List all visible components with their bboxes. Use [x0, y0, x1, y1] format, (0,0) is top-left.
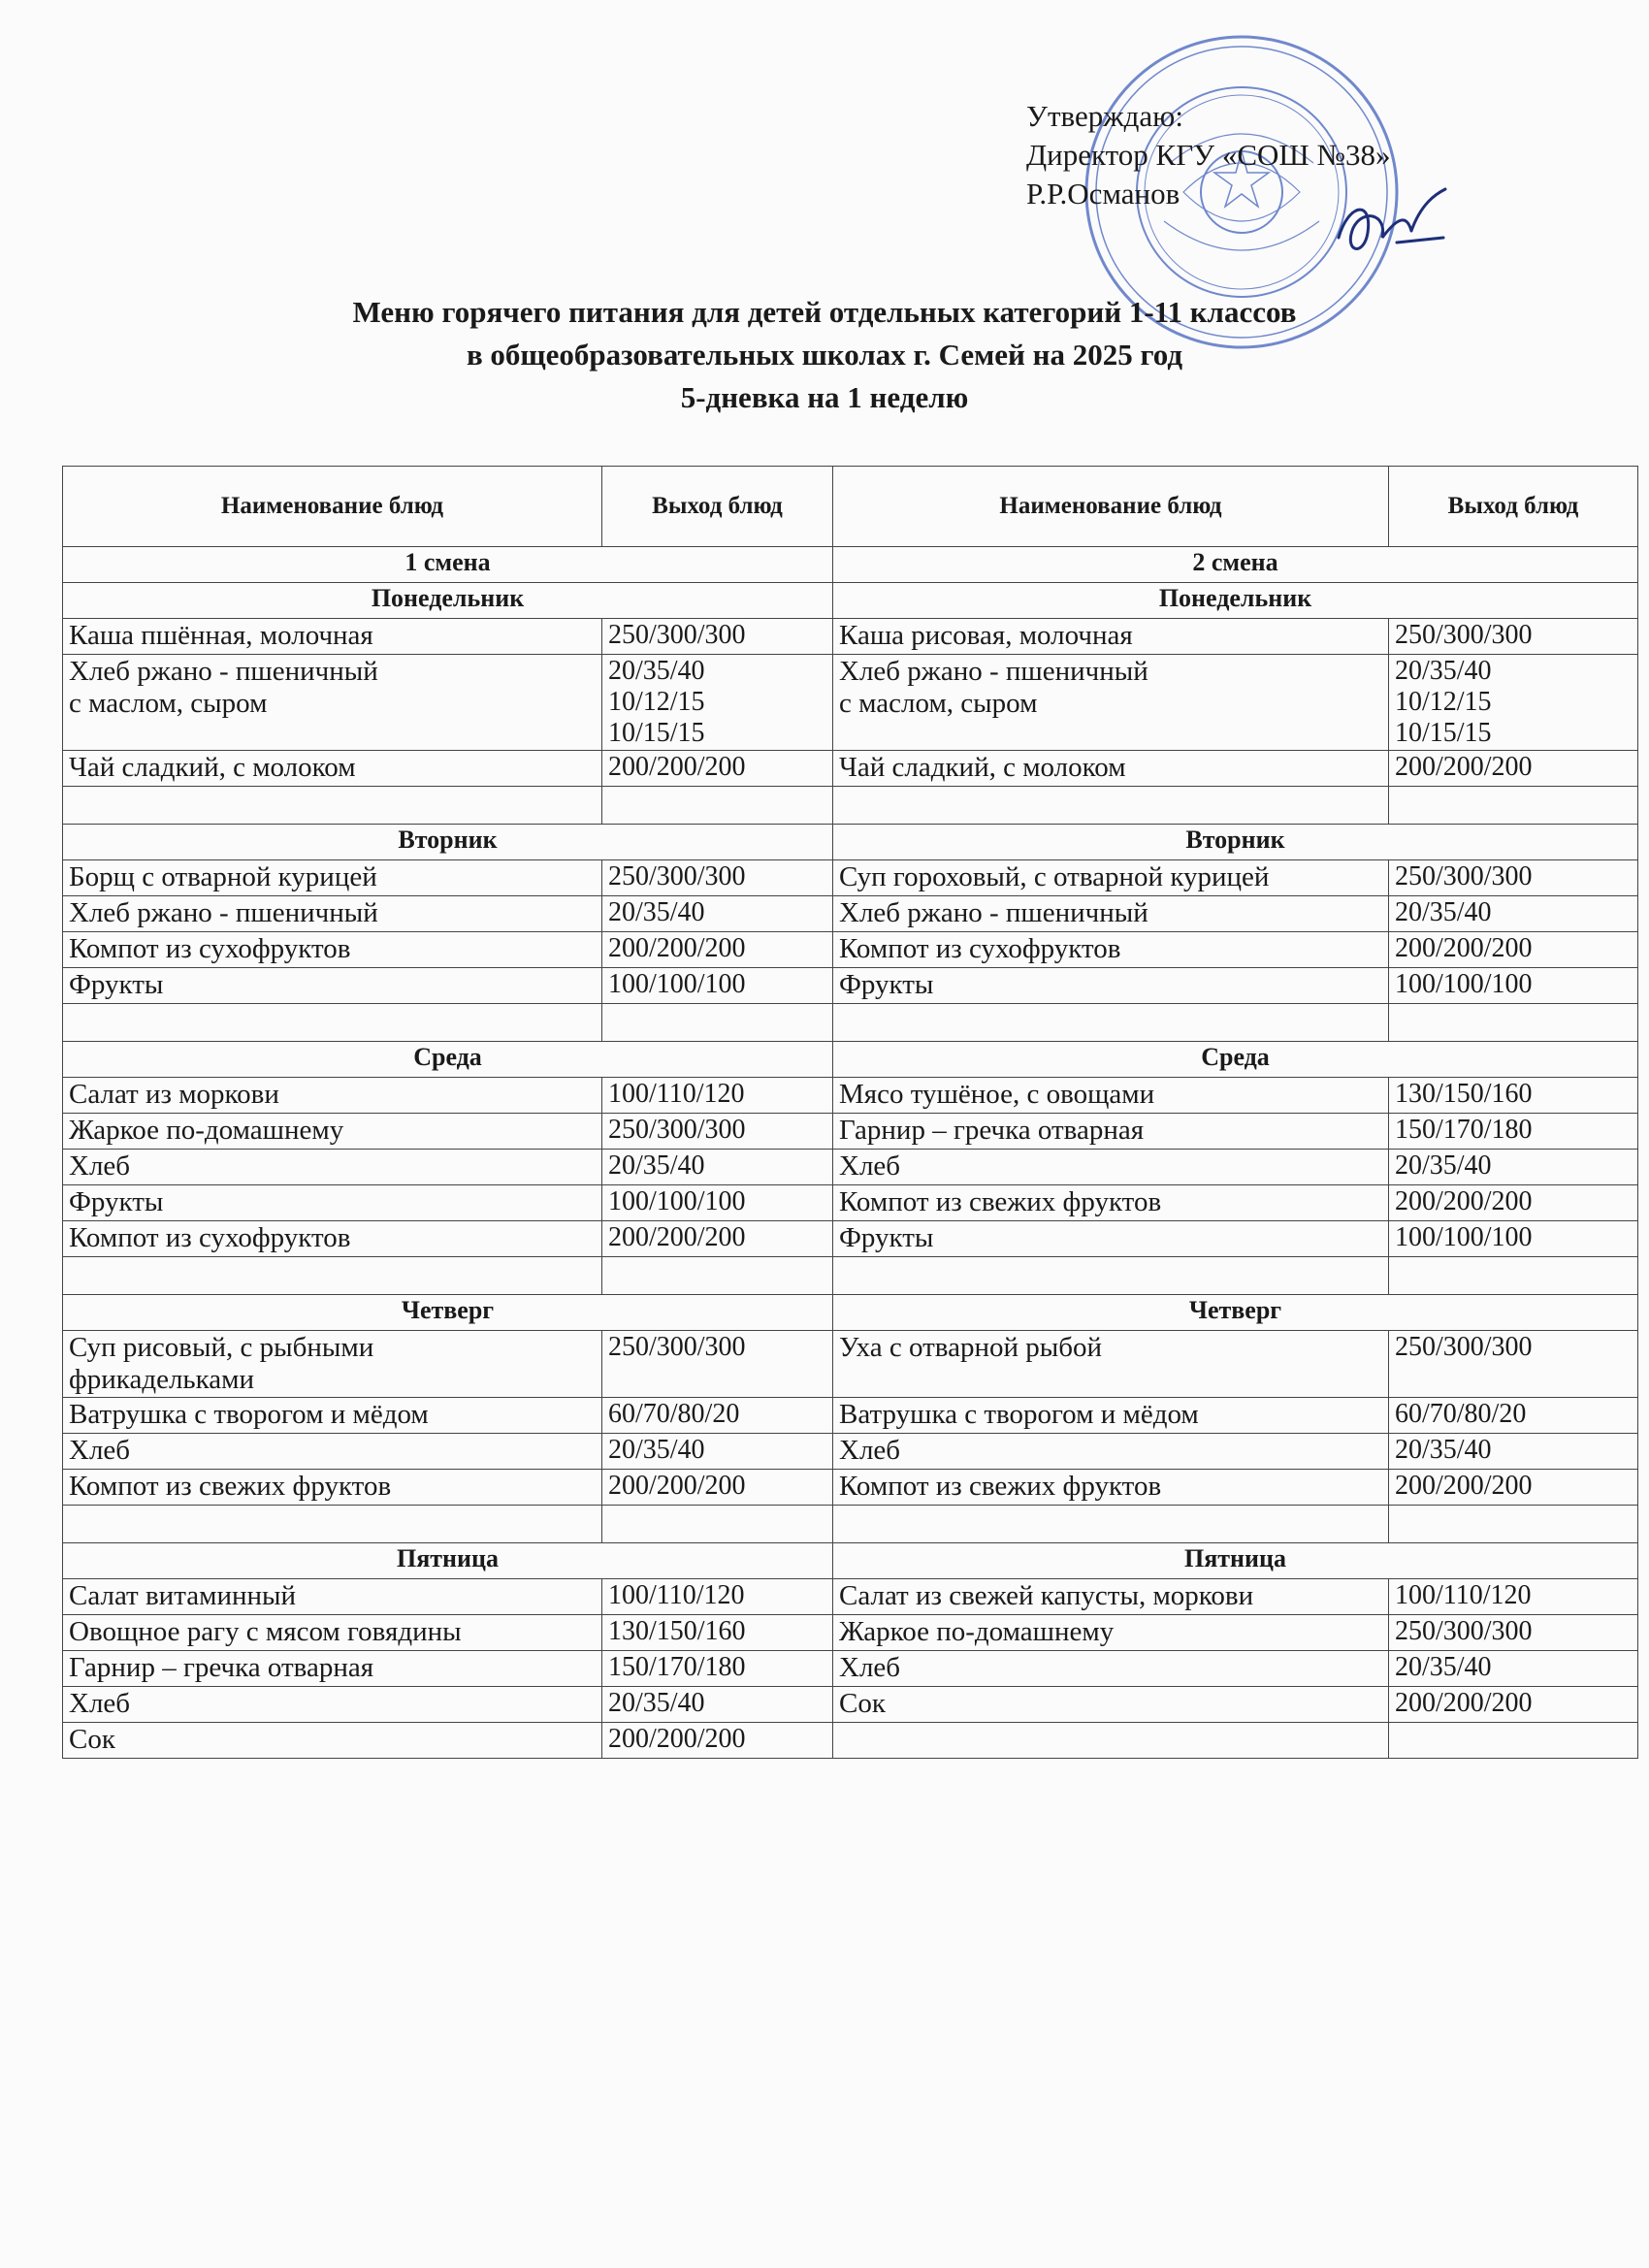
- dish-output-shift-2: 60/70/80/20: [1389, 1398, 1638, 1434]
- empty-cell: [833, 1004, 1389, 1042]
- day-name-shift-1: Пятница: [63, 1543, 833, 1579]
- dish-name-shift-1: Фрукты: [63, 1185, 602, 1221]
- table-row: [63, 968, 1638, 1004]
- dish-name-shift-1: Гарнир – гречка отварная: [63, 1651, 602, 1687]
- empty-cell: [1389, 1506, 1638, 1543]
- dish-output-shift-1: 250/300/300: [602, 860, 833, 896]
- table-row: [63, 655, 1638, 751]
- table-row: [63, 1687, 1638, 1723]
- dish-output-shift-2: 20/35/40: [1389, 1434, 1638, 1470]
- approval-director: Директор КГУ «СОШ №38»: [1026, 138, 1391, 172]
- dish-output-shift-1: 250/300/300: [602, 1331, 833, 1398]
- table-row: [63, 619, 1638, 655]
- day-row: [63, 1543, 1638, 1579]
- header-dish-1: Наименование блюд: [63, 467, 602, 547]
- dish-name-shift-2: Фрукты: [833, 1221, 1389, 1257]
- menu-table: [62, 466, 1638, 1759]
- table-row: [63, 896, 1638, 932]
- dish-name-shift-2: Компот из свежих фруктов: [833, 1185, 1389, 1221]
- day-row: [63, 825, 1638, 860]
- dish-name-shift-2: Фрукты: [833, 968, 1389, 1004]
- dish-name-shift-2: Компот из свежих фруктов: [833, 1470, 1389, 1506]
- dish-name-shift-1: Суп рисовый, с рыбными фрикадельками: [63, 1331, 602, 1398]
- dish-output-shift-2: 250/300/300: [1389, 860, 1638, 896]
- dish-output-shift-2: 20/35/40: [1389, 1651, 1638, 1687]
- dish-name-shift-1: Хлеб ржано - пшеничный с маслом, сыром: [63, 655, 602, 751]
- dish-output-shift-1: 200/200/200: [602, 751, 833, 787]
- empty-cell: [63, 1004, 602, 1042]
- dish-output-shift-2: [1389, 1723, 1638, 1759]
- day-name-shift-2: Четверг: [833, 1295, 1638, 1331]
- dish-output-shift-2: 100/110/120: [1389, 1579, 1638, 1615]
- dish-output-shift-1: 250/300/300: [602, 619, 833, 655]
- dish-output-shift-2: 100/100/100: [1389, 1221, 1638, 1257]
- empty-cell: [833, 1506, 1389, 1543]
- day-name-shift-2: Вторник: [833, 825, 1638, 860]
- dish-name-shift-2: Ватрушка с творогом и мёдом: [833, 1398, 1389, 1434]
- dish-name-shift-1: Хлеб ржано - пшеничный: [63, 896, 602, 932]
- approval-line: Утверждаю:: [1026, 99, 1183, 133]
- dish-name-shift-1: Фрукты: [63, 968, 602, 1004]
- table-row: [63, 1114, 1638, 1150]
- day-row: [63, 1295, 1638, 1331]
- dish-name-shift-2: Суп гороховый, с отварной курицей: [833, 860, 1389, 896]
- dish-output-shift-1: 250/300/300: [602, 1114, 833, 1150]
- shift-1-label: 1 смена: [63, 547, 833, 583]
- table-header-row: [63, 467, 1638, 547]
- dish-name-shift-1: Борщ с отварной курицей: [63, 860, 602, 896]
- day-row: [63, 583, 1638, 619]
- dish-name-shift-2: Хлеб ржано - пшеничный: [833, 896, 1389, 932]
- table-row: [63, 1398, 1638, 1434]
- dish-output-shift-1: 100/110/120: [602, 1078, 833, 1114]
- dish-output-shift-2: 100/100/100: [1389, 968, 1638, 1004]
- table-row: [63, 1579, 1638, 1615]
- dish-name-shift-1: Хлеб: [63, 1434, 602, 1470]
- empty-cell: [63, 1257, 602, 1295]
- table-row: [63, 1651, 1638, 1687]
- approval-name: Р.Р.Османов: [1026, 177, 1180, 211]
- dish-name-shift-1: Ватрушка с творогом и мёдом: [63, 1398, 602, 1434]
- empty-cell: [602, 787, 833, 825]
- table-row: [63, 1221, 1638, 1257]
- dish-name-shift-1: Овощное рагу с мясом говядины: [63, 1615, 602, 1651]
- dish-output-shift-1: 20/35/40 10/12/15 10/15/15: [602, 655, 833, 751]
- empty-cell: [63, 787, 602, 825]
- dish-name-shift-1: Салат из моркови: [63, 1078, 602, 1114]
- empty-cell: [1389, 1257, 1638, 1295]
- dish-name-shift-2: Каша рисовая, молочная: [833, 619, 1389, 655]
- dish-name-shift-2: Хлеб: [833, 1434, 1389, 1470]
- dish-output-shift-2: 200/200/200: [1389, 1185, 1638, 1221]
- dish-name-shift-1: Компот из сухофруктов: [63, 932, 602, 968]
- dish-output-shift-1: 130/150/160: [602, 1615, 833, 1651]
- dish-output-shift-2: 20/35/40: [1389, 896, 1638, 932]
- table-row: [63, 932, 1638, 968]
- header-output-1: Выход блюд: [602, 467, 833, 547]
- spacer-row: [63, 1506, 1638, 1543]
- dish-output-shift-1: 150/170/180: [602, 1651, 833, 1687]
- table-row: [63, 1470, 1638, 1506]
- spacer-row: [63, 1004, 1638, 1042]
- table-row: [63, 1078, 1638, 1114]
- table-row: [63, 1331, 1638, 1398]
- day-name-shift-1: Среда: [63, 1042, 833, 1078]
- table-row: [63, 1723, 1638, 1759]
- header-dish-2: Наименование блюд: [833, 467, 1389, 547]
- empty-cell: [63, 1506, 602, 1543]
- menu-body: [63, 547, 1638, 1759]
- dish-output-shift-1: 20/35/40: [602, 896, 833, 932]
- empty-cell: [833, 1257, 1389, 1295]
- dish-output-shift-2: 150/170/180: [1389, 1114, 1638, 1150]
- dish-output-shift-1: 60/70/80/20: [602, 1398, 833, 1434]
- day-name-shift-1: Понедельник: [63, 583, 833, 619]
- dish-output-shift-2: 200/200/200: [1389, 1687, 1638, 1723]
- dish-name-shift-1: Каша пшённая, молочная: [63, 619, 602, 655]
- dish-name-shift-1: Чай сладкий, с молоком: [63, 751, 602, 787]
- dish-output-shift-2: 200/200/200: [1389, 932, 1638, 968]
- table-row: [63, 1150, 1638, 1185]
- dish-name-shift-1: Салат витаминный: [63, 1579, 602, 1615]
- dish-output-shift-1: 20/35/40: [602, 1434, 833, 1470]
- dish-name-shift-2: Жаркое по-домашнему: [833, 1615, 1389, 1651]
- document-title: [0, 291, 1649, 419]
- dish-name-shift-2: Салат из свежей капусты, моркови: [833, 1579, 1389, 1615]
- dish-name-shift-1: Компот из сухофруктов: [63, 1221, 602, 1257]
- dish-name-shift-1: Хлеб: [63, 1687, 602, 1723]
- title-line-3: 5-дневка на 1 неделю: [680, 380, 969, 414]
- dish-output-shift-2: 20/35/40 10/12/15 10/15/15: [1389, 655, 1638, 751]
- day-name-shift-1: Вторник: [63, 825, 833, 860]
- spacer-row: [63, 1257, 1638, 1295]
- dish-output-shift-1: 200/200/200: [602, 1221, 833, 1257]
- dish-output-shift-2: 250/300/300: [1389, 619, 1638, 655]
- day-name-shift-2: Среда: [833, 1042, 1638, 1078]
- dish-output-shift-1: 20/35/40: [602, 1687, 833, 1723]
- dish-output-shift-1: 200/200/200: [602, 932, 833, 968]
- dish-output-shift-1: 200/200/200: [602, 1470, 833, 1506]
- empty-cell: [602, 1004, 833, 1042]
- dish-output-shift-1: 200/200/200: [602, 1723, 833, 1759]
- title-line-2: в общеобразовательных школах г. Семей на 2025 год: [466, 338, 1183, 372]
- empty-cell: [833, 787, 1389, 825]
- day-name-shift-1: Четверг: [63, 1295, 833, 1331]
- empty-cell: [602, 1506, 833, 1543]
- day-name-shift-2: Понедельник: [833, 583, 1638, 619]
- dish-name-shift-1: Компот из свежих фруктов: [63, 1470, 602, 1506]
- dish-name-shift-2: Компот из сухофруктов: [833, 932, 1389, 968]
- dish-output-shift-1: 100/110/120: [602, 1579, 833, 1615]
- day-name-shift-2: Пятница: [833, 1543, 1638, 1579]
- table-row: [63, 751, 1638, 787]
- empty-cell: [1389, 787, 1638, 825]
- day-row: [63, 1042, 1638, 1078]
- dish-name-shift-2: Сок: [833, 1687, 1389, 1723]
- dish-name-shift-2: Уха с отварной рыбой: [833, 1331, 1389, 1398]
- dish-name-shift-2: Хлеб: [833, 1651, 1389, 1687]
- shift-2-label: 2 смена: [833, 547, 1638, 583]
- table-row: [63, 1185, 1638, 1221]
- director-signature: [1329, 184, 1455, 272]
- dish-name-shift-1: Сок: [63, 1723, 602, 1759]
- table-row: [63, 1434, 1638, 1470]
- dish-output-shift-2: 130/150/160: [1389, 1078, 1638, 1114]
- title-line-1: Меню горячего питания для детей отдельных категорий 1-11 классов: [352, 295, 1297, 329]
- dish-output-shift-2: 250/300/300: [1389, 1331, 1638, 1398]
- dish-name-shift-2: Чай сладкий, с молоком: [833, 751, 1389, 787]
- dish-output-shift-1: 100/100/100: [602, 968, 833, 1004]
- dish-output-shift-2: 250/300/300: [1389, 1615, 1638, 1651]
- dish-name-shift-2: Мясо тушёное, с овощами: [833, 1078, 1389, 1114]
- dish-name-shift-1: Жаркое по-домашнему: [63, 1114, 602, 1150]
- dish-name-shift-2: Гарнир – гречка отварная: [833, 1114, 1389, 1150]
- dish-output-shift-1: 100/100/100: [602, 1185, 833, 1221]
- empty-cell: [1389, 1004, 1638, 1042]
- dish-name-shift-2: Хлеб: [833, 1150, 1389, 1185]
- spacer-row: [63, 787, 1638, 825]
- empty-cell: [602, 1257, 833, 1295]
- dish-output-shift-2: 200/200/200: [1389, 1470, 1638, 1506]
- dish-output-shift-2: 20/35/40: [1389, 1150, 1638, 1185]
- table-row: [63, 1615, 1638, 1651]
- table-row: [63, 860, 1638, 896]
- dish-output-shift-1: 20/35/40: [602, 1150, 833, 1185]
- dish-name-shift-2: Хлеб ржано - пшеничный с маслом, сыром: [833, 655, 1389, 751]
- dish-name-shift-2: [833, 1723, 1389, 1759]
- dish-name-shift-1: Хлеб: [63, 1150, 602, 1185]
- header-output-2: Выход блюд: [1389, 467, 1638, 547]
- shift-row: [63, 547, 1638, 583]
- dish-output-shift-2: 200/200/200: [1389, 751, 1638, 787]
